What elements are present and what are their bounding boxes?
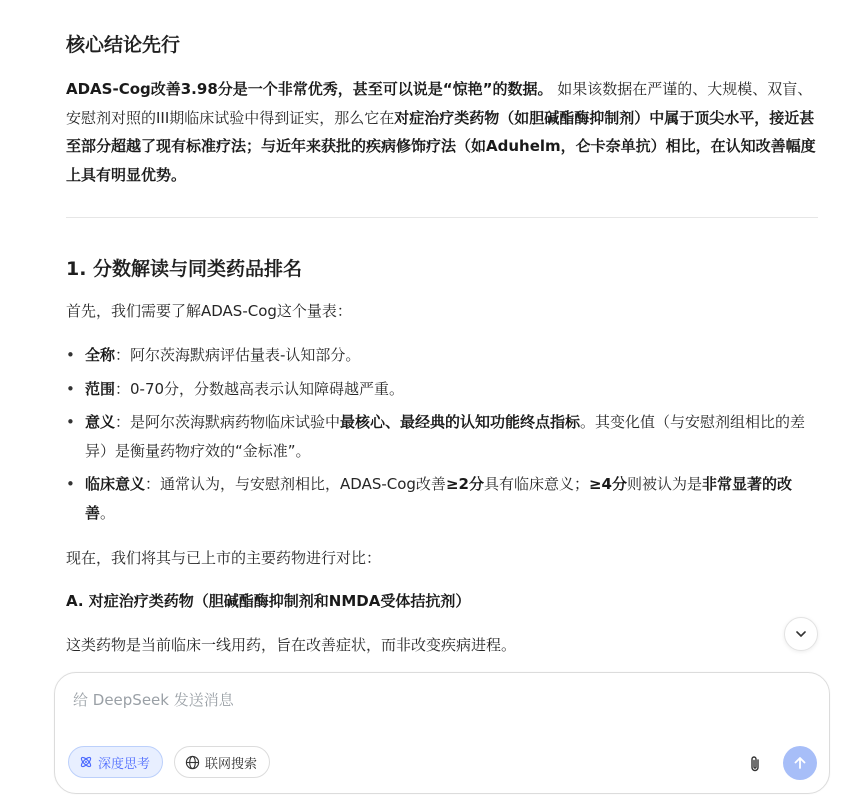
bullet-text: 则被认为是 — [626, 475, 702, 493]
subsection-title: A. 对症治疗类药物（胆碱酯酶抑制剂和NMDA受体拮抗剂） — [66, 592, 471, 610]
bullet-label: 范围 — [85, 379, 116, 398]
intro-bold-1: ADAS-Cog改善3.98分是一个非常优秀，甚至可以说是“惊艳”的数据。 — [66, 80, 553, 98]
compare-lead: 现在，我们将其与已上市的主要药物进行对比： — [66, 549, 382, 567]
subsection-text: 这类药物是当前临床一线用药，旨在改善症状，而非改变疾病进程。 — [66, 636, 517, 654]
send-button[interactable] — [783, 746, 817, 780]
scroll-to-bottom-button[interactable] — [784, 617, 818, 651]
section-lead: 首先，我们需要了解ADAS-Cog这个量表： — [66, 302, 352, 320]
bullet-text: 。其变化值（与安慰剂组相比的差异）是衡量药物疗效的“金标准”。 — [85, 413, 806, 460]
bullet-text: ：阿尔茨海默病评估量表-认知部分。 — [115, 346, 361, 364]
arrow-up-icon — [792, 755, 808, 771]
deep-think-toggle[interactable] — [68, 746, 163, 778]
divider — [66, 217, 818, 218]
bullet-list — [66, 341, 806, 532]
bullet-text: 。 — [100, 503, 116, 522]
chevron-down-icon — [794, 627, 808, 641]
list-item — [66, 375, 806, 404]
list-item — [66, 341, 806, 370]
globe-icon — [185, 755, 200, 770]
attach-button[interactable] — [747, 755, 763, 773]
intro-bold-2: 对症治疗类药物（如胆碱酯酶抑制剂）中属于顶尖水平，接近甚至部分超越了现有标准疗法；与近年来获批的疾病修饰疗法（如Aduhelm，仑卡奈单抗）相比，在认知改善幅度上具有明显优势。 — [66, 108, 816, 184]
paperclip-icon — [747, 755, 763, 773]
web-search-label: 联网搜索 — [205, 756, 258, 772]
web-search-toggle[interactable] — [174, 746, 270, 778]
list-item — [66, 408, 806, 465]
list-item — [66, 470, 806, 527]
deep-think-label: 深度思考 — [98, 756, 151, 772]
message-input[interactable]: 给 DeepSeek 发送消息 — [73, 691, 234, 709]
message-composer — [54, 672, 830, 794]
bullet-text: ：通常认为，与安慰剂相比，ADAS-Cog改善 — [145, 475, 446, 493]
bullet-text: ：是阿尔茨海默病药物临床试验中 — [115, 413, 341, 431]
bullet-text: 具有临床意义； — [483, 475, 589, 493]
bullet-label: 临床意义 — [85, 475, 146, 493]
bullet-bold: ≥2分 — [445, 475, 484, 493]
intro-paragraph — [66, 75, 818, 189]
bullet-bold: ≥4分 — [588, 475, 627, 493]
heading-main: 核心结论先行 — [66, 34, 181, 56]
intro-text: 如果该数据在严谨的、大规模、双盲、安慰剂对照的III期临床试验中得到证实，那么它在 — [66, 80, 813, 127]
bullet-label: 意义 — [85, 413, 116, 431]
atom-icon — [79, 755, 93, 769]
bullet-label: 全称 — [85, 346, 116, 364]
bullet-bold: 最核心、最经典的认知功能终点指标 — [340, 413, 581, 431]
section-title: 1. 分数解读与同类药品排名 — [66, 258, 303, 280]
bullet-bold: 非常显著的改善 — [85, 475, 793, 522]
bullet-text: ：0-70分，分数越高表示认知障碍越严重。 — [115, 379, 405, 398]
